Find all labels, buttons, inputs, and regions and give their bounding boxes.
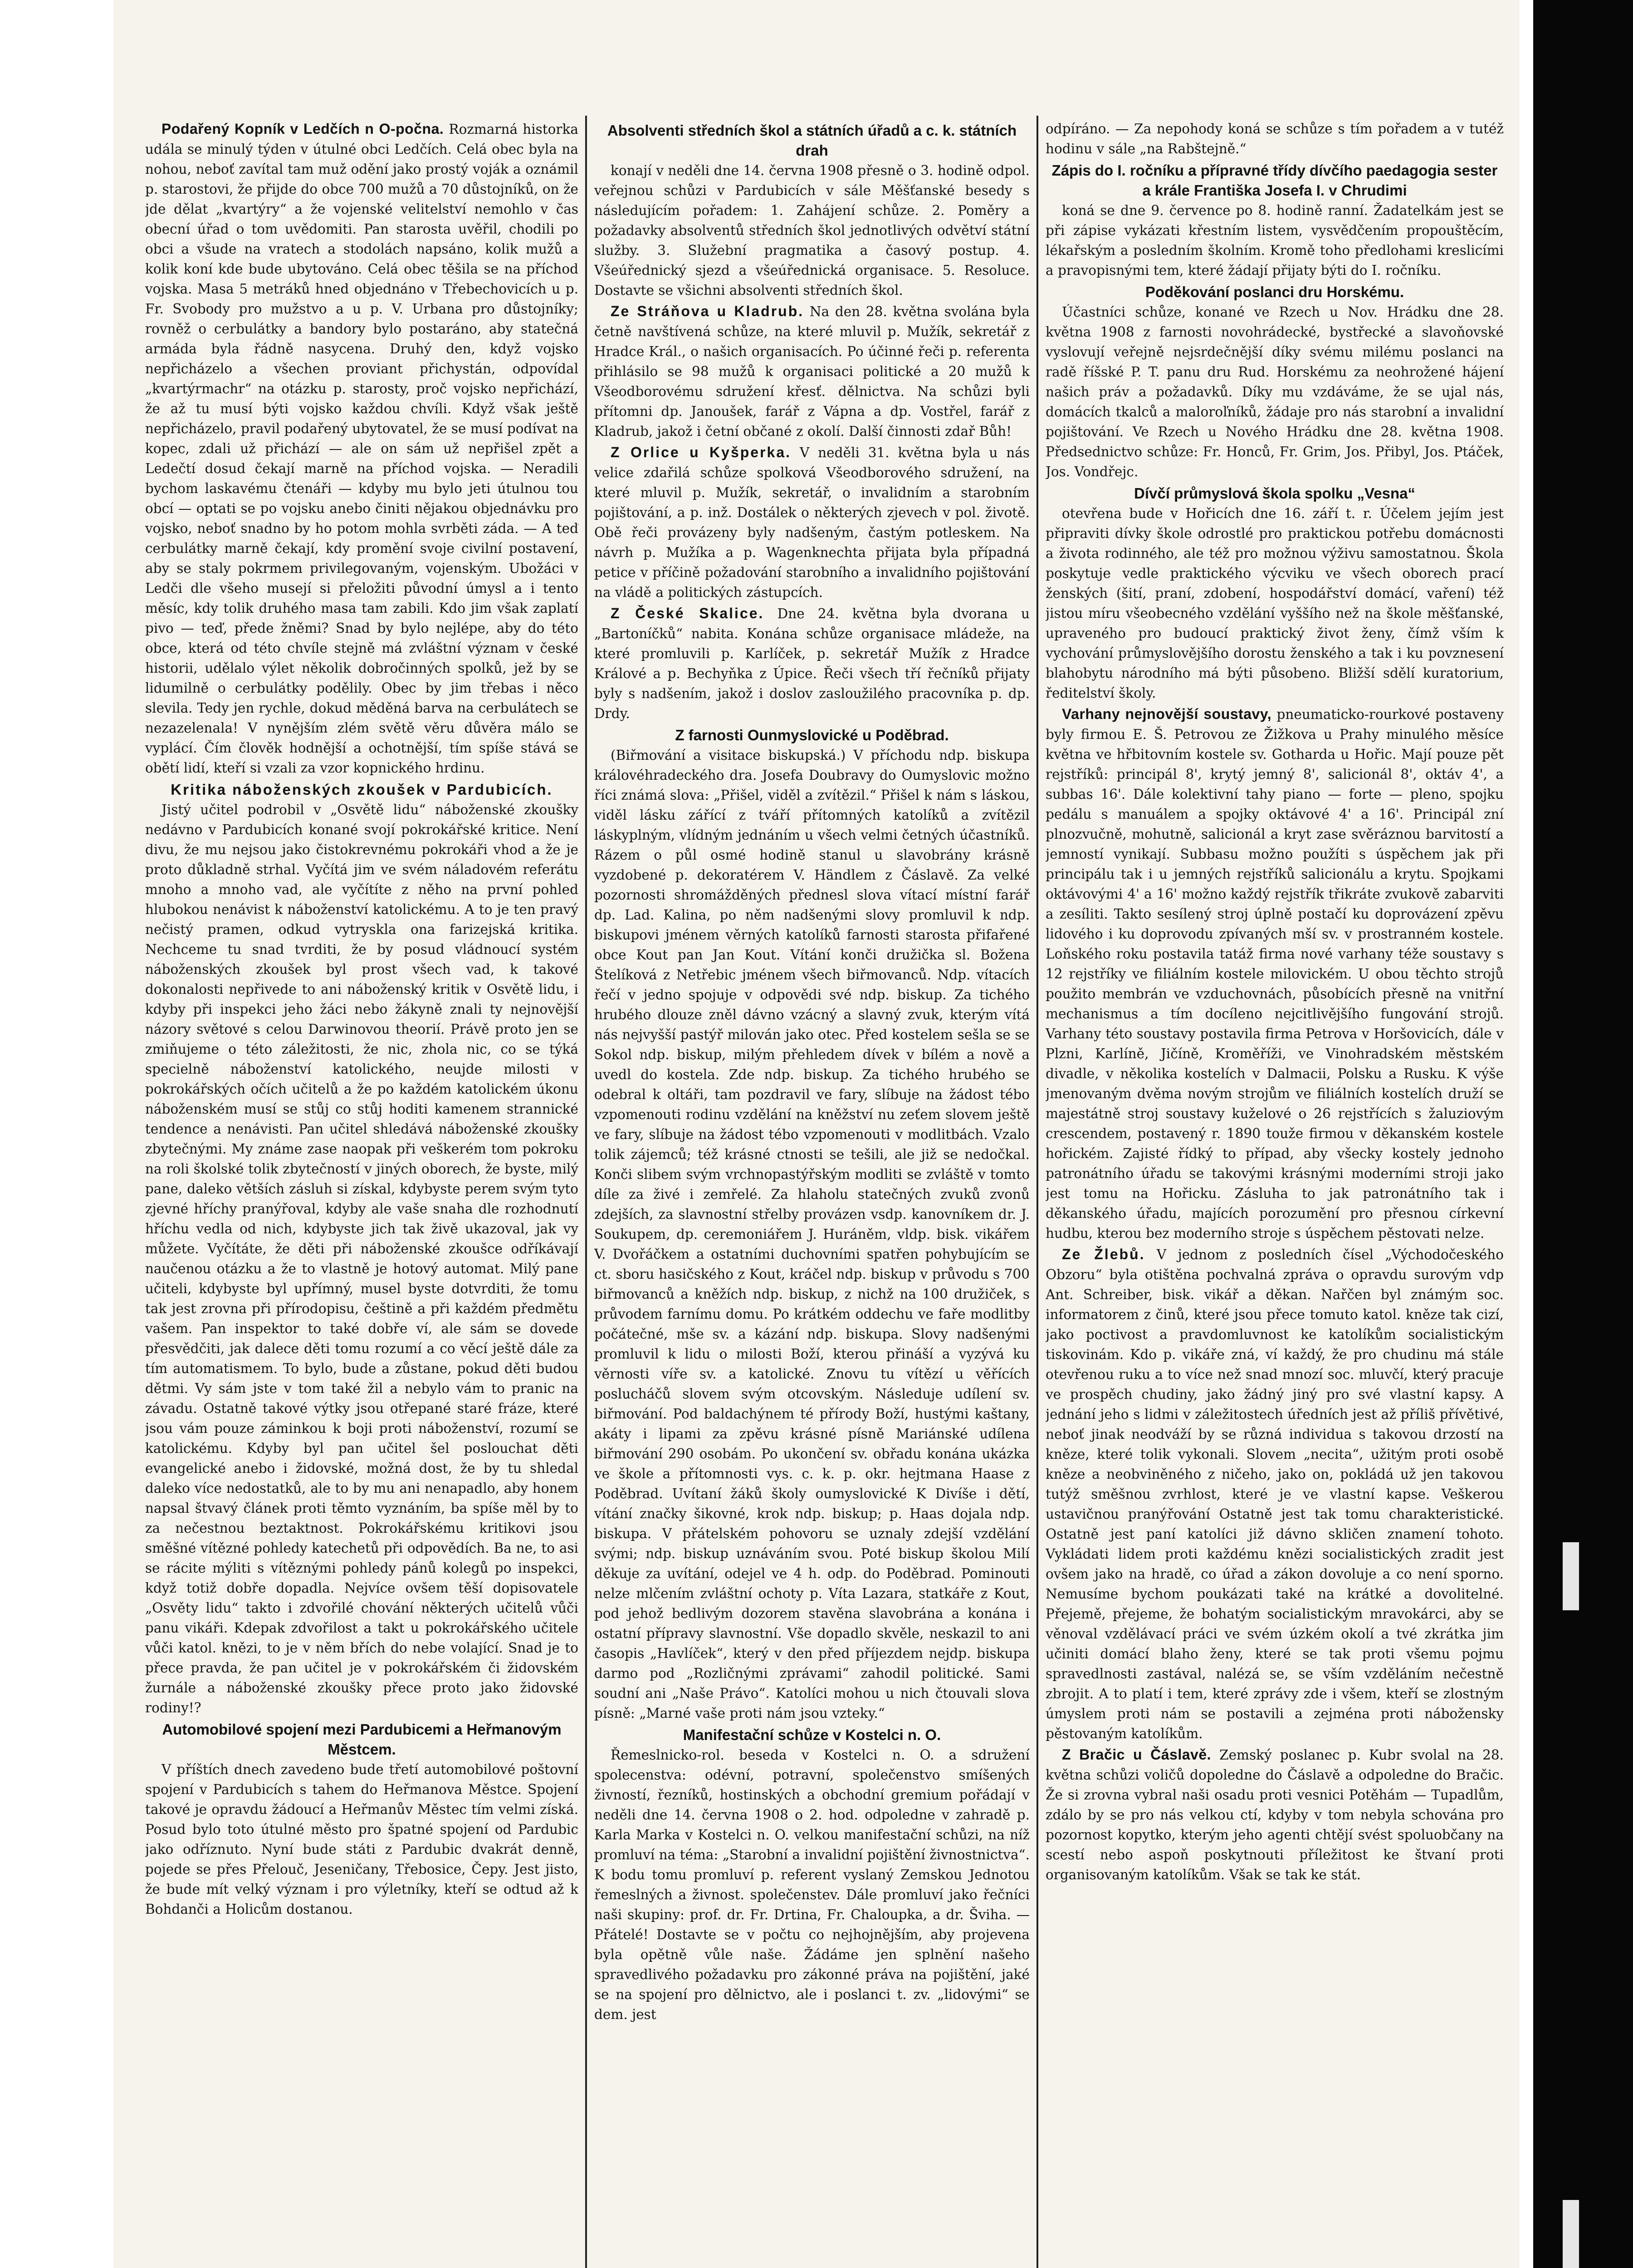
article-title: Ze Stráňova u Kladrub. bbox=[611, 303, 804, 319]
article-text: V příštích dnech zavedeno bude třetí automobilové poštovní spojení v Pardubicích s tahem do Heřmanova Městce. Spojení takové je opravdu žádoucí a Heřmanův Městec tím velmi získá. Posud bylo toto útulné město pro špatné spojení od Pardubic jako odříznuto. Nyní bude státi z Pardubic dvakrát denně, pojede se přes Přelouč, Jeseničany, Třebosice, Čepy. Jest jisto, že bude mít velký význam i pro výletníky, kteří se odtud až k Bohdanči a Holicům dostanou. bbox=[145, 1762, 578, 1917]
article-text: Účastníci schůze, konané ve Rzech u Nov. Hrádku dne 28. května 1908 z farnosti novohrádecké, bystřecké a slavoňovské vyslovují veřejně nejsrdečnější díky svému milému poslanci na radě říšské P. T. panu dru Rud. Horskému za neohrožené hájení našich práv a požadavků. Díky mu vzdáváme, že se ujal nás, domácích tkalců a maloroľníků, žádaje pro nás starobní a invalidní pojištování. Ve Rzech u Nového Hrádku dne 28. května 1908. Předsednictvo schůze: Fr. Honců, Fr. Grim, Jos. Přibyl, Jos. Ptáček, Jos. Vondřejc. bbox=[1046, 304, 1504, 479]
article-text: Rozmarná historka udála se minulý týden v útulné obci Ledčích. Celá obec byla na nohou, neboť zavítal tam muž odění jako prostý voják a oznámil p. starostovi, že přijde do obce 700 mužů a 70 důstojníků, on že jde dělat „kvartýry“ a že vojenské velitelství nemohlo v čas obecní úřad o tom uvědomiti. Pan starosta uvěřil, chodili po obci a všude na vratech a stodolách napsáno, kolik mužů a kolik koní kde bude ubytováno. Celá obec těšila se na příchod vojska. Masa 5 metráků hned objednáno v Třebechovicích u p. Fr. Svobody pro mužstvo a u p. V. Urbana pro důstojníky; rovněž o cerbulátky a bandory bylo postaráno, aby statečná armáda byla řádně nasycena. Druhý den, když vojsko nepřicházelo a všechen proviant přichystán, odpovídal „kvartýrmachr“ na otázku p. starosty, proč vojsko nepřichází, že až tu musí býti vojsko každou chvíli. Když však ještě nepřicházelo, pravil podařený ubytovatel, že se musí podívat na kopec, zdali už přichází — ale on sám už nepřišel zpět a Ledečtí dosud čekají marně na příchod vojska. — Neradili bychom laskavému čtenáři — kdyby mu bylo jeti útulnou tou obcí — optati se po vojsku anebo činiti nějakou objednávku pro vojsko, neboť snadno by ho potom mohla svrběti záda. — A teď cerbulátky marně čekají, kdy promění svoje civilní postavení, aby se staly pokrmem privilegovaným, vojenským. Ubožáci v Ledči dle všeho musejí si přeložiti původní úmysl a i tento měsíc, kdy tolik druhého masa tam zabili. Kdo jim však zaplatí pivo — teď, přede žněmi? Snad by bylo nejlépe, aby do této obce, která od této chvíle stejně má zvláštní význam v české historii, udělalo výlet několik dobročinných spolků, jež by se lidumilně o cerbulátky podělily. Obec by jim třebas i něco slevila. Tedy jen rychle, dokud měděná barva na cerbulátech se nezazelenala! V nynějším zlém světě věru důvěra málo se vyplácí. Čím člověk hodnější a ochotnější, tím spíše stává se obětí lidí, kteří si vzali za vzor kopnického hrdinu. bbox=[145, 122, 578, 776]
article-vesna bbox=[1046, 503, 1504, 703]
column-1 bbox=[145, 119, 578, 2268]
article-title-kritika: Kritika náboženských zkoušek v Pardubicích. bbox=[171, 781, 553, 798]
scan-edge-tab bbox=[1563, 2200, 1579, 2268]
article-continuation bbox=[1046, 119, 1504, 159]
article-text: koná se dne 9. července po 8. hodině ranní. Žadatelkám jest se při zápise vykázati křestním listem, vysvědčením propouštěcím, lékařským a posledním školním. Kromě toho předlohami kreslicími a pravopisnými tem, které žádají přijaty býti do I. ročníku. bbox=[1046, 203, 1504, 278]
article-text: Jistý učitel podrobil v „Osvětě lidu“ náboženské zkoušky nedávno v Pardubicích konané svojí pokrokářské kritice. Není divu, že mu nejsou jako čistokrevnému pokrokáři vhod a že je proto důkladně strhal. Vyčítá jim ve svém náladovém referátu mnoho a mnoho vad, ale vyčítíte z něho na první pohled hlubokou nenávist k náboženství katolickému. A to je ten pravý nečistý pramen, odkud vytryskla ona farizejská kritika. Nechceme tu snad tvrditi, že by posud vládnoucí systém náboženských zkoušek byl prost všech vad, k takové dokonalosti nepřivede to ani náboženský kritik v Osvětě lidu, i kdyby při inspekci jeho žáci nebo žákyně znali ty nejnovější názory světové s celou Darwinovou theorií. Právě proto jen se zmiňujeme o této záležitosti, že nic, zhola nic, co se týká specielně náboženství katolického, neujde milosti v pokrokářských očích učitelů a že po každém katolickém úkonu náboženském musí se stůj co stůj hoditi kamenem strannické tendence a nenávisti. Pan učitel shledává náboženské zkoušky zbytečnými. My známe zase naopak při veškerém tom pokroku na roli školské tolik zbytečností v jiných oborech, že byste, milý pane, daleko větších zásluh si získal, kdybyste perem svým tyto zjevné hříchy pranýřoval, kdyby ale vaše snaha dle rozhodnutí hříchu vedla od nich, kdybyste jich tak živě ukazoval, jak vy můžete. Vyčítáte, že děti při náboženské zkoušce odříkávají naučenou otázku a že to vlastně je hotový automat. Milý pane učiteli, kdybyste byl upřímný, musel byste dotvrditi, že tomu tak jest zrovna při přírodopisu, češtině a při každém předmětu vašem. Pan inspektor to také dobře ví, ale sám se dovede přesvědčiti, jak dalece děti tomu rozumí a co věcí ještě dále za tím automatismem. To bylo, bude a zůstane, pokud děti budou dětmi. Vy sám jste v tom také žil a nebylo vám to pranic na závadu. Ostatně takové výtky jsou otřepané staré fráze, které jsou vám pouze záminkou k boji proti náboženství, rozumí se katolickému. Kdyby byl pan učitel šel poslouchat děti evangelické anebo i židovské, možná dost, že by tu shledal daleko více nedostatků, ale to by mu ani nenapadlo, aby honem napsal štvavý článek proti těmto vyznáním, ba spíše měl by to za nečestnou beztaktnost. Pokrokářskému kritikovi jsou směšné vítězné pohledy katechetů při odpovědích. Ba ne, to asi se rácite mýliti s vítěznými pohledy pánů kolegů po inspekci, když totiž dobře dopadla. Nejvíce ovšem těší dopisovatele „Osvěty lidu“ takto i zdvořilé chování některých učitelů vůči panu vikáři. Kdepak zdvořilost a takt u pokrokářského učitele vůči katol. knězi, to je v něm břích do nebe volající. Snad je to přece pravda, že pan učitel je v pokrokářském či židovském žurnále a náboženské zkoušky přece proto jako židovské rodiny!? bbox=[145, 802, 578, 1716]
article-zapis bbox=[1046, 200, 1504, 280]
article-stranov bbox=[594, 301, 1030, 441]
article-title: Varhany nejnovější soustavy, bbox=[1062, 706, 1272, 722]
article-oumyslovice bbox=[594, 745, 1030, 1723]
article-title: Z Bračic u Čáslavě. bbox=[1062, 1746, 1212, 1763]
article-text: Dne 24. května byla dvorana u „Bartoníčků“ nabita. Konána schůze organisace mládeže, na které promluvili p. Karlíček, p. sekretář Mužík z Hradce Králové a p. Bechyňka z Úpice. Řeči všech tří řečníků přijaty byly s nadšením, jakož i doslov zasloužilého pracovníka p. dp. Drdy. bbox=[594, 606, 1030, 721]
article-title-manifestacni: Manifestační schůze v Kostelci n. O. bbox=[683, 1726, 941, 1743]
article-text: V jednom z posledních čísel „Východočeského Obzoru“ byla otištěna pochvalná zpráva o opravdu surovým vdp Ant. Schreiber, bisk. vikář a děkan. Nařčen byl známým soc. informatorem z činů, které jsou přece tomuto katol. kněze tak cizí, jako poctivost a pravdomluvnost ke katolíkům socialistickým tiskovinám. Kdo p. vikáře zná, ví každý, že pro chudinu má stále otevřenou ruku a to více než snad mnozí soc. mluvčí, který pracuje ve prospěch chudiny, jako žádný jiný pro své vlastní kapsy. A jednání jeho s lidmi v záležitostech úředních jest až příliš přívětivé, neboť jinak neodváží by se různá individua s takovou drzostí na kněze, které tolik vykonali. Slovem „necita“, užitým proti osobě kněze a neobviněného z ničeho, jako on, pokládá už jen takovou tutýž směšnou zvrhlost, které je ve vlastní kapse. Veškerou ustavičnou pranýřování Ostatně jest tak tomu charakteristické. Ostatně jest paní katolíci již dávno skličen znamení tohoto. Vykládati lidem proti každému knězi socialistických zradit jest ovšem jako na hradě, co úřad a zákon dovoluje a co není sporno. Nemusíme bychom poukázati také na krátké a dovolitelné. Přejemě, přejeme, že bohatým socialistickým mravokárci, aby se věnoval vzdělávací práci ve svém úzkém okolí a tvé zkrátka jim učiniti domácí blaho ženy, které se tak proti všemu pojmu spravedlnosti zastával, nalézá se, se vším vzděláním nečestně zbrojit. A to platí i tem, které zprávy zde i všem, kteří se zlostným úmyslem proti nám se postavili a zejména proti nábožensky pěstovaným katolíkům. bbox=[1046, 1247, 1504, 1741]
article-title: Podařený Kopník v Ledčích n O-počna. bbox=[161, 121, 444, 137]
article-title-vesna: Dívčí průmyslová škola spolku „Vesna“ bbox=[1134, 485, 1415, 502]
article-automobil bbox=[145, 1760, 578, 1919]
article-ledce bbox=[145, 119, 578, 778]
article-title: Z České Skalice. bbox=[611, 605, 764, 621]
article-absolventi bbox=[594, 161, 1030, 300]
column-3 bbox=[1046, 119, 1504, 2268]
scan-edge-strip bbox=[1533, 0, 1633, 2268]
article-orlice bbox=[594, 442, 1030, 602]
article-text: Řemeslnicko-rol. beseda v Kostelci n. O. a sdružení spolecenstva: odévní, potravní, společenstvo smíšených živností, řezníků, hostinských a obchodní gremium pořádají v neděli dne 14. června 1908 o 2. hod. odpoledne v zahradě p. Karla Marka v Kostelci n. O. velkou manifestační schůzi, na níž promluví na téma: „Starobní a invalidní pojištění živnostnictva“. K bodu tomu promluví p. referent vyslaný Zemskou Jednotou řemeslných a živnost. společenstev. Dále promluví jako řečníci naši skupiny: prof. dr. Fr. Drtina, Fr. Chaloupka, a dr. Šviha. — Přátelé! Dostavte se v počtu co nejhojnějším, aby projevena byla opětně vůle naše. Žádáme jen splnění našeho spravedlivého požadavku pro zákonné práva na pojištění, jaké se na spojení pro dělnictvo, ale i poslanci t. zv. „lidovými“ se dem. jest bbox=[594, 1747, 1030, 2022]
article-title-zapis: Zápis do I. ročníku a přípravné třídy dívčího paedagogia sester a krále Františka Josefa I. v Chrudimi bbox=[1051, 162, 1498, 199]
article-bracice bbox=[1046, 1745, 1504, 1885]
article-text: konají v neděli dne 14. června 1908 přesně o 3. hodině odpol. veřejnou schůzi v Pardubicích v sále Měšťanské besedy s následujícím pořadem: 1. Zahájení schůze. 2. Poměry a požadavky absolventů středních škol jednotlivých odvětví státní služby. 3. Služební pragmatika a časový postup. 4. Všeúřednický sjezd a všeúřednická organisace. 5. Resoluce. Dostavte se všichni absolventi středních škol. bbox=[594, 163, 1030, 298]
article-text: V neděli 31. května byla u nás velice zdařilá schůze spolková Všeodborového sdružení, na které mluvil p. Mužík, sekretář, o invalidním a starobním pojištování, a p. inž. Dostálek o některých zjevech v pol. životě. Obě řeči provázeny byly nadšeným, častým potleskem. Na návrh p. Mužíka a p. Wagenknechta přijata byla případná petice v příčině požadování starobního a invalidního pojištování na vládě a politických zástupcích. bbox=[594, 445, 1030, 600]
scan-edge-tab bbox=[1563, 1542, 1579, 1610]
article-kritika bbox=[145, 800, 578, 1718]
article-text: pneumaticko-rourkové postaveny byly firmou E. Š. Petrovou ze Žižkova u Prahy minulého měsíce května ve hřbitovním kostele sv. Gotharda u Hořic. Mají pouze pět rejstříků: principál 8', krytý jemný 8', salicionál 8', oktáv 4', a subbas 16'. Dále kolektivní tahy piano — forte — pleno, spojku pedálu s manuálem a spojky oktávové 4' a 16'. Principál zní plnozvučně, mohutně, salicionál a kryt zase svěráznou barvitostí a jemností vynikají. Subbasu možno použíti s úspěchem jak při principálu tak i u jemných rejstříků salicionálu a krytu. Spojkami oktávovými 4' a 16' možno každý rejstřík třikráte zvukově zabarviti a zesíliti. Takto sesílený stroj úplně postačí ku doprovázení zpěvu lidového i ku doprovodu zpívaných mší sv. v prostranném kostele. Loňského roku postavila tatáž firma nové varhany téže soustavy s 12 rejstříky ve filiálním kostele milovickém. U obou těchto strojů použito membrán ve vzduchovnách, působících přesně na vnitřní mechanismus a tím docíleno nejcitlivějšího fungování strojů. Varhany této soustavy postavila firma Petrova v Horšovicích, dále v Plzni, Karlíně, Jičíně, Kroměříži, ve Vinohradském městském divadle, v několika kostelích v Dalmacii, Polsku a Rusku. K výše jmenovaným dvěma novým strojům ve filiálních kostelích druží se majestátně stroj soustavy kuželové o 26 rejstřících s žaluziovým crescendem, postavený r. 1890 touže firmou v děkanském kostele hořickém. Zajisté řídký to případ, aby všecky kostely jednoho patronátního úřadu se takovými krásnými moderními stroji jako jest tomu na Hořicku. Zásluha to jak patronátního tak i děkanského úřadu, majících porozumění pro přesnou církevní hudbu, kterou bez moderního stroje s úspěchem pěstovati nelze. bbox=[1046, 707, 1504, 1241]
article-skalice bbox=[594, 603, 1030, 723]
column-2 bbox=[594, 119, 1030, 2268]
article-title: Z Orlice u Kyšperka. bbox=[611, 444, 792, 460]
column-divider bbox=[1037, 116, 1038, 2268]
article-text: (Biřmování a visitace biskupská.) V příchodu ndp. biskupa královéhradeckého dra. Josefa Doubravy do Oumyslovic možno říci známá slova: „Přišel, viděl a zvítězil.“ Přišel k nám s láskou, viděl lásku zářící z tváří přítomných katolíků a zvítězil láskyplným, vlídným jednáním u všech velmi četných účastníků. Rázem o půl osmé hodině stanul u slavobrány krásně vyzdobené p. dekoratérem V. Händlem z Čáslavě. Za velké pozornosti shromážděných přednesl slova vítací místní farář dp. Lad. Kalina, po něm nadšenými slovy promluvil k ndp. biskupovi jménem věrných katolíků farnosti starosta přifařené obce Kout pan Jan Kout. Vítání konči družička sl. Božena Štelíková z Netřebic jménem všech biřmovanců. Ndp. vítacích řečí v jedno spojuje v odpovědi své ndp. biskup. Za tichého hrubého dlouze zněl dávno vzácný a slavný zvuk, kterým vítá nás nejvyšší pastýř milován jako otec. Před kostelem sešla se se Sokol ndp. biskup, milým přehledem dívek v bílém a nově a uvedl do kostela. Zde ndp. biskup. Za tichého hrubého se odebral k oltáři, tam pozdravil ve fary, slíbuje na žádost tébo vzpomenouti rodinu vzdělání na kněžství nu zeťem slovem ještě ve fary, slíbuje na žádost tébo vzpomenouti v modlitbách. Vzalo tolik zájemců; též krásné ctnosti se tešili, ale již se nedočkal. Konči slibem svým vrchnopastýřským modliti se zvláště v tomto díle za živé i zemřelé. Za hlaholu statečných zvuků zvonů zdejších, za slavnostní střelby provázen vsdp. kanovníkem dr. J. Soukupem, dp. ceremoniářem J. Huráněm, vldp. bisk. vikářem V. Dvořáčkem a ostatními duchovními spatřen pohybujícím se ct. sboru hasičského z Kout, kráčel ndp. biskup v průvodu s 700 biřmovanců a kněžích ndp. biskup, z nichž na 100 družiček, s průvodem farnímu domu. Po krátkém oddechu ve faře modlitby počátečné, mše sv. a kázání ndp. biskupa. Slovy nadšenými promluvil k lidu o milosti Boží, kterou přináší a vyzývá ku věrnosti víře sv. a katolické. Znovu tu vítězí u věřících poslucháčů slovem svým otcovským. Následuje udílení sv. biřmování. Pod baldachýnem té přírody Boží, hustými kaštany, akáty i lipami za zpěvu krásné písně Mariánské udílena biřmování 290 osobám. Po ukončení sv. obřadu konána ukázka ve škole a přítomnosti vys. c. k. p. okr. hejtmana Haase z Poděbrad. Uvítaní žáků školy oumyslovické K Divíše i dětí, vítání značky šikovné, krok ndp. biskup; p. Haas dojala ndp. biskupa. V přátelském pohovoru se uznaly zdejší vzdělání svými; ndp. biskup uznáváním svou. Poté biskup školou Milí děkuje za uvítání, odejel ve 4 h. odp. do Poděbrad. Pominouti nelze mlčením zvláštní ochoty p. Víta Lazara, statkáře z Kout, pod jehož bedlivým dozorem stavěna slavobrána a konána i ostatní přípravy slavnostní. Vše dopadlo skvěle, neskazil to ani časopis „Havlíček“, který v den před příjezdem nejdp. biskupa darmo pod „Rozličnými zprávami“ zahodil politické. Sami soudní ani „Naše Právo“. Katolíci mohou u nich čtouvali slova písně: „Marné vaše proti nám jsou vzteky.“ bbox=[594, 748, 1030, 1721]
article-text: Na den 28. května svolána byla četně navštívená schůze, na které mluvil p. Mužík, sekretář z Hradce Král., o našich organisacích. Po účinné řeči p. referenta přihlásilo se 98 mužů k organisaci politické a 20 mužů k Všeodborovému sdružení křesť. dělnictva. Na schůzi byli přítomni dp. Janoušek, farář z Vápna a dp. Vostřel, farář z Kladrub, jakož i četní občané z okolí. Další činnosti zdař Bůh! bbox=[594, 304, 1030, 439]
article-title-oumyslovice: Z farnosti Ounmyslovické u Poděbrad. bbox=[675, 727, 949, 743]
article-zleby bbox=[1046, 1244, 1504, 1744]
article-podekovani bbox=[1046, 302, 1504, 482]
article-title-podekovani: Poděkování poslanci dru Horskému. bbox=[1145, 284, 1404, 300]
article-manifestacni bbox=[594, 1745, 1030, 2024]
article-text: otevřena bude v Hořicích dne 16. září t. r. Účelem jejím jest připraviti dívky škole odrostlé pro praktickou potřebu domácnosti a života rodinného, ale též pro možnou výživu samostatnou. Škola poskytuje vedle praktického výcviku ve všech oborech prací ženských (šití, praní, zdobení, hospodářství domácí, vaření) též jistou míru všeobecného vzdělání vyššího než na škole měšťanské, upraveného pro budoucí praktický život ženy, čímž vším k vychování průmyslovějšího dorostu ženského a tak i ku povznesení blahobytu národního má býti působeno. Bližší sdělí kuratorium, ředitelství školy. bbox=[1046, 506, 1504, 701]
left-page-margin bbox=[0, 0, 113, 2268]
article-varhany bbox=[1046, 704, 1504, 1243]
article-text: Zemský poslanec p. Kubr svolal na 28. května schůzi voličů dopoledne do Čáslavě a odpoledne do Bračic. Že si zrovna vybral naši osadu proti vesnici Potěhám — Tupadlům, zdálo by se pro nás velkou ctí, kdyby v tom nebyla schována pro pozornost kopytko, kterým jeho agenti chtějí svést spoluobčany na scestí nebo aspoň poskytnouti příležitost ke štvaní proti organisovaným katolíkům. Však se tak ke stát. bbox=[1046, 1747, 1504, 1882]
column-divider bbox=[585, 116, 587, 2268]
article-title-absolventi: Absolventi středních škol a státních úřadů a c. k. státních drah bbox=[607, 122, 1017, 159]
article-title: Ze Žlebů. bbox=[1062, 1246, 1145, 1262]
article-title-automobil: Automobilové spojení mezi Pardubicemi a Heřmanovým Městcem. bbox=[162, 1721, 562, 1758]
article-text: odpíráno. — Za nepohody koná se schůze s tím pořadem a v tutéž hodinu v sále „na Rabštejně.“ bbox=[1046, 121, 1504, 156]
